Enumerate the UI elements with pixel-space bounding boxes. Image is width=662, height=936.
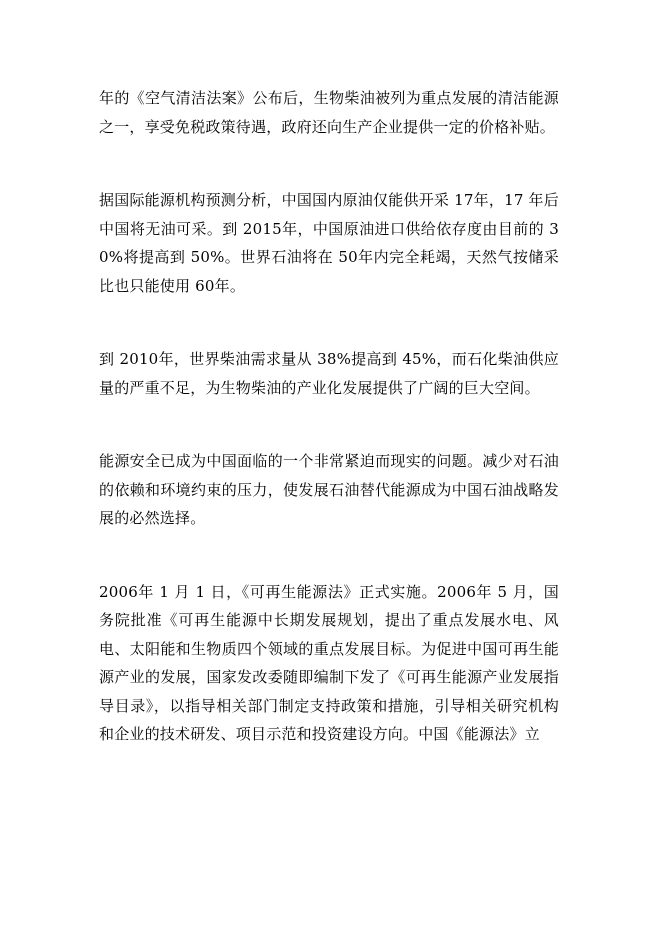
paragraph-oil-forecast: 据国际能源机构预测分析，中国国内原油仅能供开采 17年，17 年后中国将无油可采。到 2015年，中国原油进口供给依存度由目前的 30%将提高到 50%。世界石油将在 50年内完全耗竭，天然气按储采比也只能使用 60年。 xyxy=(99,191,559,295)
paragraph-clean-air-act: 年的《空气清洁法案》公布后，生物柴油被列为重点发展的清洁能源之一，享受免税政策待遇，政府还向生产企业提供一定的价格补贴。 xyxy=(99,89,559,136)
paragraph-renewable-energy-law: 2006年 1 月 1 日，《可再生能源法》正式实施。2006年 5 月，国务院批准《可再生能源中长期发展规划，提出了重点发展水电、风电、太阳能和生物质四个领域的重点发展目标。为促进中国可再生能源产业的发展，国家发改委随即编制下发了《可再生能源产业发展指导目录》，以指导相关部门制定支持政策和措施，引导相关研究机构和企业的技术研发、项目示范和投资建设方向。中国《能源法》立 xyxy=(99,582,559,743)
paragraph-diesel-demand: 到 2010年，世界柴油需求量从 38%提高到 45%，而石化柴油供应量的严重不足，为生物柴油的产业化发展提供了广阔的巨大空间。 xyxy=(99,350,559,397)
paragraph-energy-security: 能源安全已成为中国面临的一个非常紧迫而现实的问题。减少对石油的依赖和环境约束的压力，使发展石油替代能源成为中国石油战略发展的必然选择。 xyxy=(99,452,559,527)
document-body xyxy=(99,84,559,794)
